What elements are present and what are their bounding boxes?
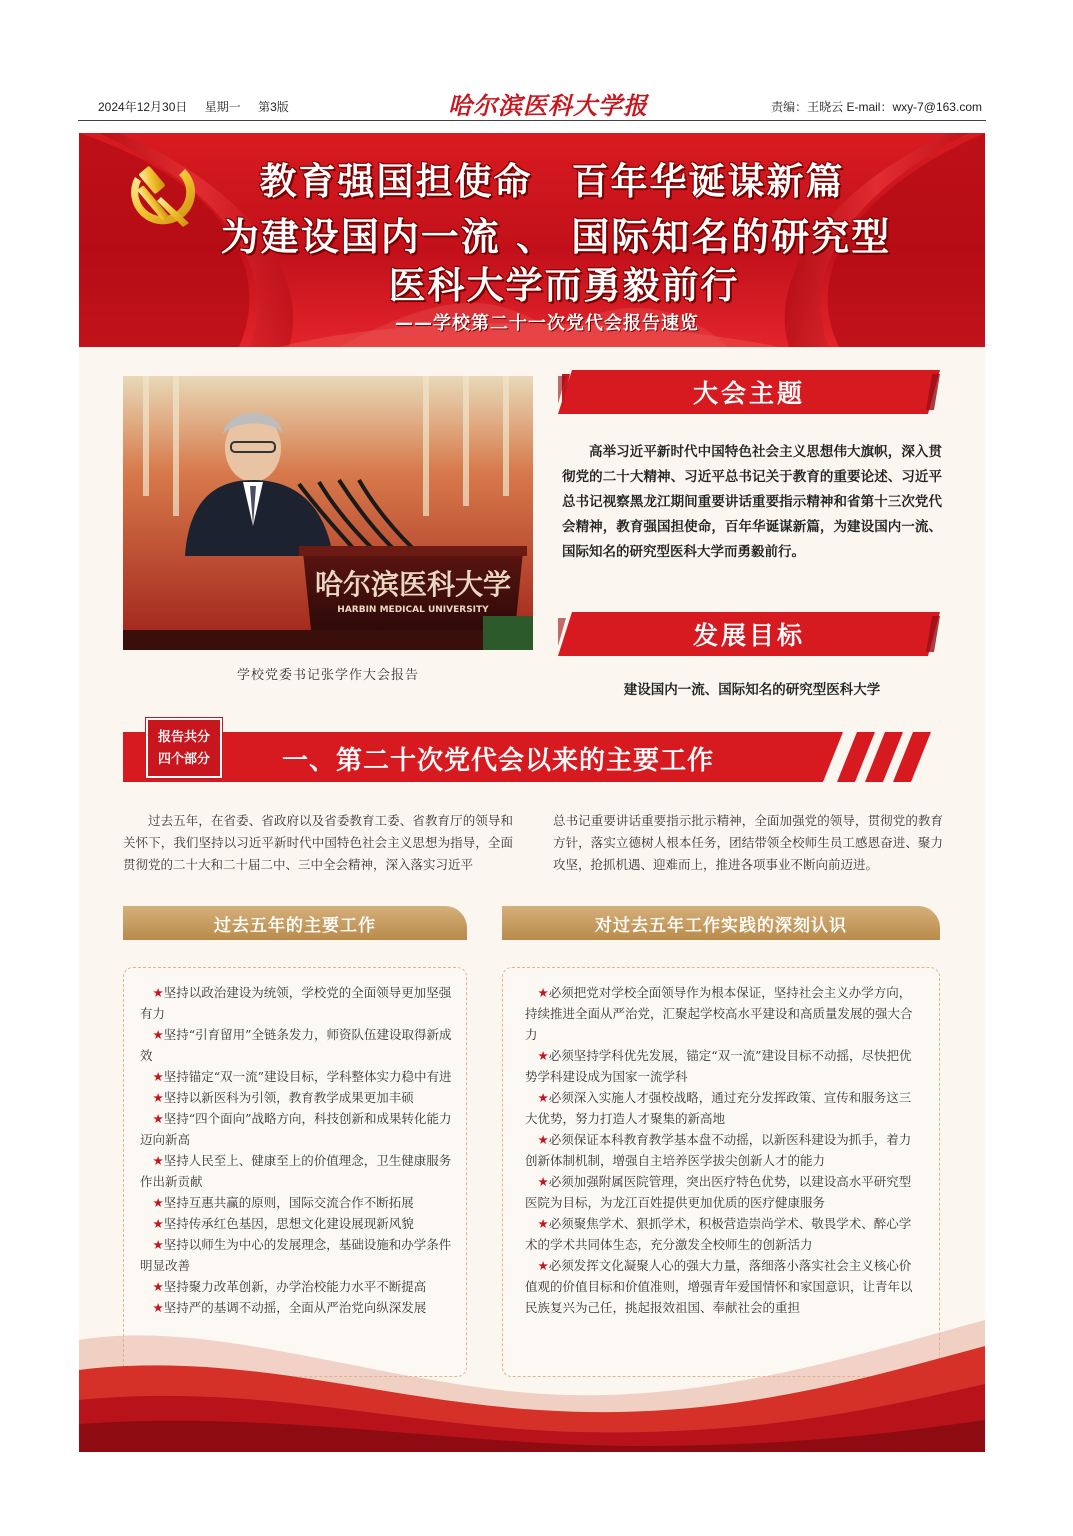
list-item-text: 坚持“引育留用”全链条发力，师资队伍建设取得新成效 (140, 1027, 452, 1063)
left-panel-heading: 过去五年的主要工作 (123, 906, 467, 940)
star-icon: ★ (152, 1300, 164, 1315)
section-badge (146, 718, 222, 778)
list-item (140, 1066, 452, 1087)
star-icon: ★ (152, 1195, 164, 1210)
podium-text-en: HARBIN MEDICAL UNIVERSITY (337, 605, 489, 615)
list-item (525, 1171, 923, 1213)
list-item (140, 1108, 452, 1150)
right-panel-list (503, 968, 939, 1318)
headline-line-3: 医科大学而勇毅前行 (388, 264, 740, 307)
list-item-text: 必须坚持学科优先发展，锚定“双一流”建设目标不动摇，尽快把优势学科建设成为国家一流学科 (525, 1048, 912, 1084)
list-item (140, 1297, 452, 1318)
photo-caption: 学校党委书记张学作大会报告 (236, 668, 419, 683)
goal-text: 建设国内一流、国际知名的研究型医科大学 (623, 682, 881, 698)
list-item (525, 982, 923, 1045)
star-icon: ★ (152, 1237, 164, 1252)
list-item-text: 必须聚焦学术、狠抓学术，积极营造崇尚学术、敬畏学术、醉心学术的学术共同体生态，充分激发全校师生的创新活力 (525, 1216, 912, 1252)
headline-line-2: 为建设国内一流 、 国际知名的研究型 (220, 215, 892, 259)
issue-weekday: 星期一 (204, 100, 241, 114)
list-item-text: 坚持互惠共赢的原则，国际交流合作不断拓展 (163, 1195, 414, 1210)
list-item-text: 坚持聚力改革创新，办学治校能力水平不断提高 (163, 1279, 427, 1294)
list-item-text: 坚持“四个面向”战略方向，科技创新和成果转化能力迈向新高 (140, 1111, 452, 1147)
star-icon: ★ (152, 985, 164, 1000)
list-item (525, 1213, 923, 1255)
issue-info (98, 98, 303, 115)
list-item-text: 坚持以师生为中心的发展理念，基础设施和办学条件明显改善 (140, 1237, 452, 1273)
theme-heading: 大会主题 (692, 379, 805, 408)
star-icon: ★ (152, 1153, 164, 1168)
list-item-text: 坚持传承红色基因，思想文化建设展现新风貌 (163, 1216, 414, 1231)
list-item (140, 1234, 452, 1276)
goal-ribbon (558, 612, 940, 656)
goal-heading: 发展目标 (692, 621, 805, 650)
star-icon: ★ (152, 1111, 164, 1126)
headline-banner (79, 133, 985, 347)
list-item-text: 坚持人民至上、健康至上的价值理念，卫生健康服务作出新贡献 (140, 1153, 452, 1189)
list-item-text: 坚持锚定“双一流”建设目标，学科整体实力稳中有进 (163, 1069, 452, 1084)
issue-edition: 第3版 (258, 100, 289, 114)
star-icon: ★ (537, 1132, 549, 1147)
list-item (140, 1276, 452, 1297)
star-icon: ★ (537, 1258, 549, 1273)
section-badge-line1: 报告共分 (157, 730, 210, 745)
list-item-text: 必须加强附属医院管理，突出医疗特色优势，以建设高水平研究型医院为目标，为龙江百姓提供更加优质的医疗健康服务 (525, 1174, 912, 1210)
editor-info: 责编：王晓云 E-mail：wxy-7@163.com (771, 100, 982, 114)
right-panel (502, 967, 940, 1377)
theme-ribbon (558, 370, 940, 414)
list-item (525, 1087, 923, 1129)
newspaper-logo: 哈尔滨医科大学报 (448, 91, 648, 120)
right-panel-heading: 对过去五年工作实践的深刻认识 (502, 906, 940, 940)
podium-text: 哈尔滨医科大学 (314, 568, 512, 601)
star-icon: ★ (152, 1216, 164, 1231)
issue-date: 2024年12月30日 (98, 100, 188, 114)
list-item (525, 1129, 923, 1171)
list-item-text: 必须发挥文化凝聚人心的强大力量，落细落小落实社会主义核心价值观的价值目标和价值准则，增强青年爱国情怀和家国意识，让青年以民族复兴为己任，挑起报效祖国、奉献社会的重担 (525, 1258, 913, 1315)
list-item-text: 必须保证本科教育教学基本盘不动摇，以新医科建设为抓手，着力创新体制机制，增强自主培养医学拔尖创新人才的能力 (525, 1132, 912, 1168)
list-item (140, 1150, 452, 1192)
star-icon: ★ (152, 1090, 164, 1105)
star-icon: ★ (537, 1174, 549, 1189)
intro-left: 过去五年，在省委、省政府以及省委教育工委、省教育厅的领导和关怀下，我们坚持以习近平新时代中国特色社会主义思想为指导，全面贯彻党的二十大和二十届二中、三中全会精神，深入落实习近平 (123, 813, 513, 872)
star-icon: ★ (537, 1090, 549, 1105)
list-item (525, 1045, 923, 1087)
list-item-text: 必须把党对学校全面领导作为根本保证，坚持社会主义办学方向，持续推进全面从严治党，汇聚起学校高水平建设和高质量发展的强大合力 (525, 985, 913, 1042)
star-icon: ★ (537, 985, 549, 1000)
left-panel-list (124, 968, 466, 1318)
headline-subtitle: ——学校第二十一次党代会报告速览 (395, 313, 699, 334)
list-item (140, 1024, 452, 1066)
star-icon: ★ (537, 1216, 549, 1231)
star-icon: ★ (152, 1279, 164, 1294)
masthead (78, 84, 986, 121)
star-icon: ★ (537, 1048, 549, 1063)
list-item (140, 982, 452, 1024)
list-item (140, 1192, 452, 1213)
list-item-text: 必须深入实施人才强校战略，通过充分发挥政策、宣传和服务这三大优势，努力打造人才聚集的新高地 (525, 1090, 912, 1126)
headline-line-1: 教育强国担使命 百年华诞谋新篇 (259, 160, 845, 203)
list-item (140, 1213, 452, 1234)
theme-text: 高举习近平新时代中国特色社会主义思想伟大旗帜，深入贯彻党的二十大精神、习近平总书记关于教育的重要论述、习近平总书记视察黑龙江期间重要讲话重要指示精神和省第十三次党代会精神，教育强国担使命，百年华诞谋新篇，为建设国内一流、国际知名的研究型医科大学而勇毅前行。 (562, 444, 942, 560)
section-badge-line2: 四个部分 (157, 752, 210, 767)
intro-right: 总书记重要讲话重要指示批示精神，全面加强党的领导，贯彻党的教育方针，落实立德树人根本任务，团结带领全校师生员工感恩奋进、聚力攻坚，抢抓机遇、迎难而上，推进各项事业不断向前迈进。 (553, 813, 943, 872)
list-item (140, 1087, 452, 1108)
list-item-text: 坚持以政治建设为统领，学校党的全面领导更加坚强有力 (140, 985, 452, 1021)
section-title: 一、第二十次党代会以来的主要工作 (282, 746, 715, 776)
star-icon: ★ (152, 1069, 164, 1084)
left-panel (123, 967, 467, 1377)
star-icon: ★ (152, 1027, 164, 1042)
list-item (525, 1255, 923, 1318)
speaker-photo (123, 376, 533, 650)
list-item-text: 坚持严的基调不动摇，全面从严治党向纵深发展 (163, 1300, 427, 1315)
list-item-text: 坚持以新医科为引领，教育教学成果更加丰硕 (163, 1090, 414, 1105)
